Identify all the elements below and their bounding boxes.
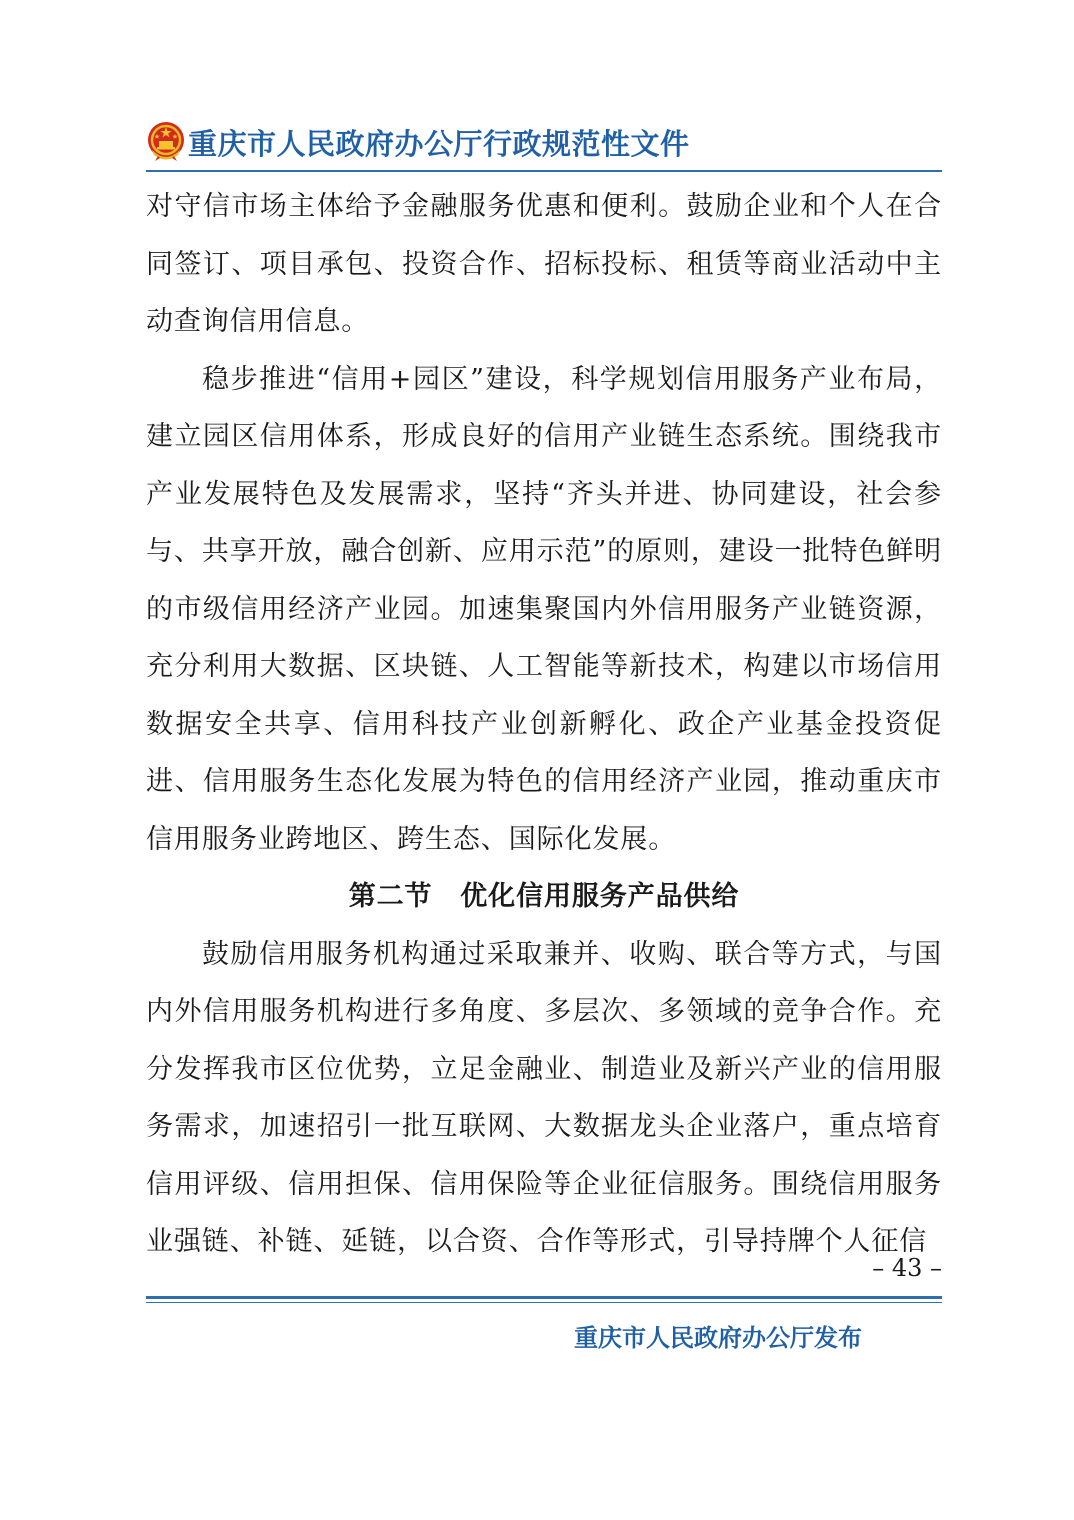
footer-publisher: 重庆市人民政府办公厅发布 <box>574 1324 862 1352</box>
document-body <box>146 178 942 1271</box>
header-divider <box>146 170 942 172</box>
national-emblem-icon <box>146 120 186 162</box>
footer-divider-thin <box>146 1302 942 1303</box>
body-paragraph: 对守信市场主体给予金融服务优惠和便利。鼓励企业和个人在合同签订、项目承包、投资合作、招标投标、租赁等商业活动中主动查询信用信息。 <box>146 191 942 337</box>
body-paragraph: 稳步推进“信用+园区”建设，科学规划信用服务产业布局，建立园区信用体系，形成良好的信用产业链生态系统。围绕我市产业发展特色及发展需求，坚持“齐头并进、协同建设，社会参与、共享开放，融合创新、应用示范”的原则，建设一批特色鲜明的市级信用经济产业园。加速集聚国内外信用服务产业链资源，充分利用大数据、区块链、人工智能等新技术，构建以市场信用数据安全共享、信用科技产业创新孵化、政企产业基金投资促进、信用服务生态化发展为特色的信用经济产业园，推动重庆市信用服务业跨地区、跨生态、国际化发展。 <box>146 363 942 855</box>
footer-divider <box>146 1296 942 1299</box>
body-paragraph: 鼓励信用服务机构通过采取兼并、收购、联合等方式，与国内外信用服务机构进行多角度、多层次、多领域的竞争合作。充分发挥我市区位优势，立足金融业、制造业及新兴产业的信用服务需求，加速招引一批互联网、大数据龙头企业落户，重点培育信用评级、信用担保、信用保险等企业征信服务。围绕信用服务业强链、补链、延链，以合资、合作等形式，引导持牌个人征信 <box>146 938 942 1257</box>
header-title: 重庆市人民政府办公厅行政规范性文件 <box>188 127 690 161</box>
section-heading: 第二节 优化信用服务产品供给 <box>348 881 740 912</box>
page-number: – 43 – <box>872 1254 942 1282</box>
document-header <box>146 118 942 168</box>
